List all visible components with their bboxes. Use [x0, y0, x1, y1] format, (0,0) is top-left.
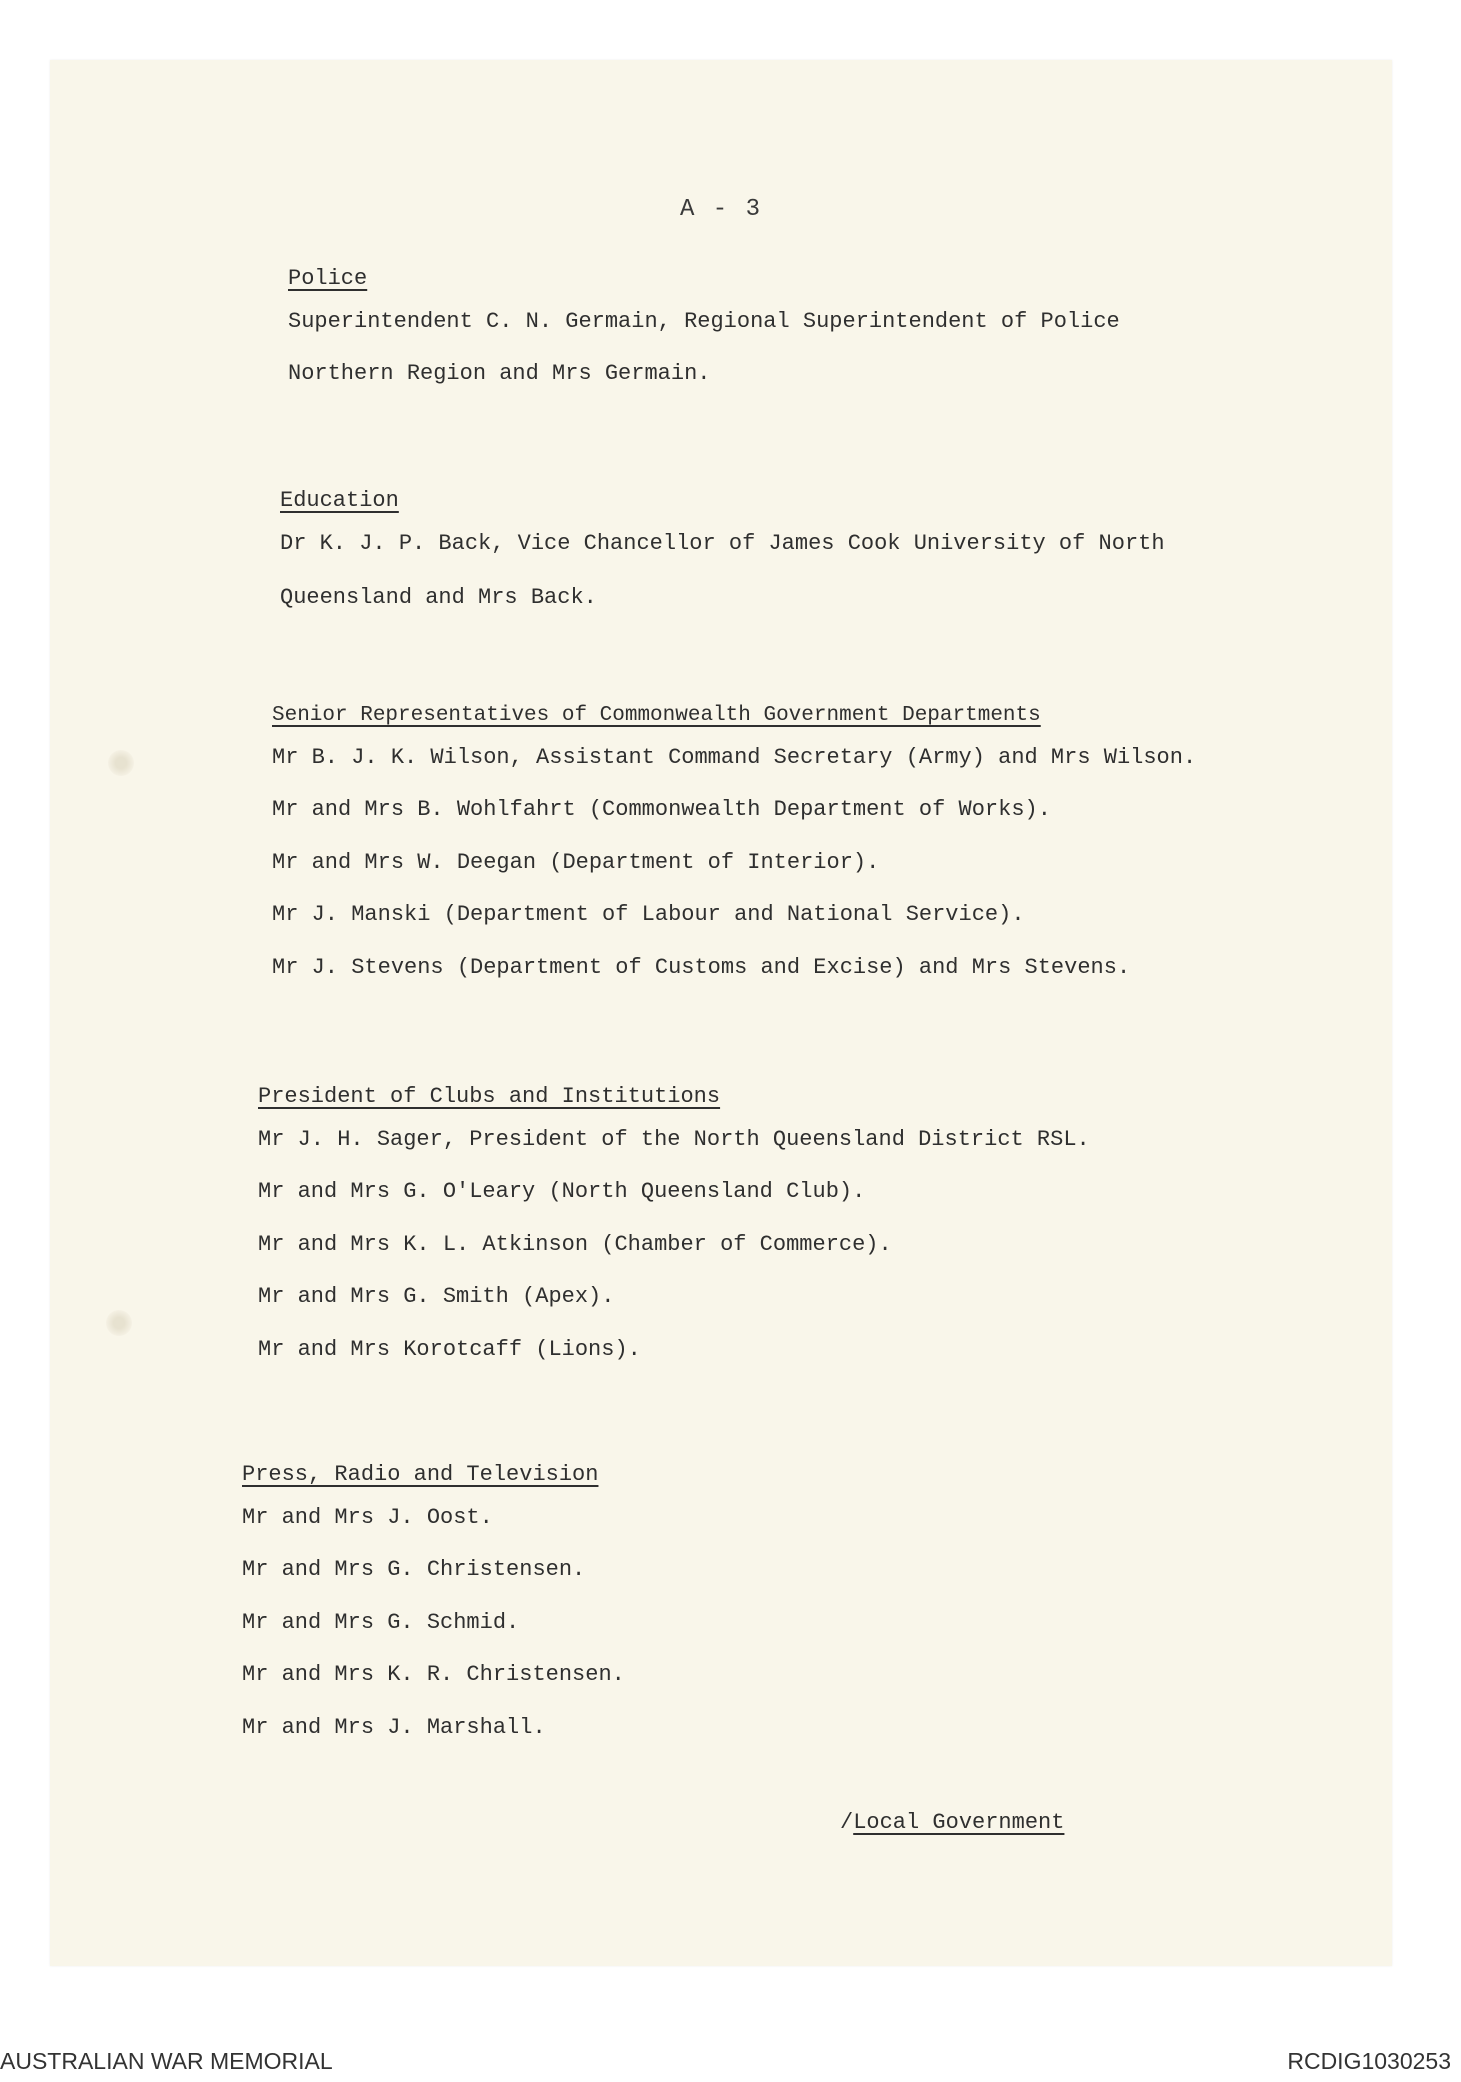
entry-line: Northern Region and Mrs Germain.: [288, 361, 711, 387]
page-number: A - 3: [680, 196, 763, 223]
entry-line: Mr and Mrs K. R. Christensen.: [242, 1662, 625, 1688]
entry-line: Mr and Mrs J. Oost.: [242, 1505, 493, 1530]
binding-tag-mark-top: [108, 750, 134, 776]
entry-line: Mr and Mrs G. Schmid.: [242, 1609, 520, 1635]
section-clubs-institutions: [258, 1084, 1090, 1363]
section-education: [280, 488, 1165, 612]
entry-line: Mr and Mrs G. O'Leary (North Queensland Club).: [258, 1179, 866, 1205]
entry-line: Mr J. H. Sager, President of the North Queensland District RSL.: [258, 1127, 1090, 1152]
entry-line: Mr and Mrs W. Deegan (Department of Interior).: [272, 849, 880, 875]
entry-line: Mr and Mrs K. L. Atkinson (Chamber of Commerce).: [258, 1231, 892, 1257]
entry-line: Queensland and Mrs Back.: [280, 585, 597, 611]
section-commonwealth-departments: [272, 704, 1196, 981]
entry-line: Mr and Mrs J. Marshall.: [242, 1714, 546, 1740]
section-police: [288, 266, 1120, 388]
entry-line: Mr and Mrs B. Wohlfahrt (Commonwealth Department of Works).: [272, 797, 1051, 823]
section-heading: Education: [280, 488, 399, 513]
entry-line: Mr and Mrs Korotcaff (Lions).: [258, 1336, 641, 1362]
catchword-next-page: [840, 1810, 1064, 1835]
entry-line: Mr J. Manski (Department of Labour and National Service).: [272, 902, 1025, 928]
binding-tag-mark-bottom: [106, 1310, 132, 1336]
catchword-text: Local Government: [853, 1810, 1065, 1835]
footer-record-id: RCDIG1030253: [1287, 2048, 1451, 2074]
entry-line: Mr B. J. K. Wilson, Assistant Command Secretary (Army) and Mrs Wilson.: [272, 745, 1197, 770]
section-heading: Police: [288, 266, 368, 291]
section-press-radio-television: [242, 1462, 625, 1741]
section-heading: President of Clubs and Institutions: [258, 1084, 721, 1109]
section-heading: Press, Radio and Television: [242, 1462, 599, 1487]
entry-line: Mr and Mrs G. Christensen.: [242, 1557, 586, 1583]
footer-institution: AUSTRALIAN WAR MEMORIAL: [0, 2048, 333, 2074]
entry-line: Superintendent C. N. Germain, Regional Superintendent of Police: [288, 309, 1120, 334]
entry-line: Mr and Mrs G. Smith (Apex).: [258, 1284, 615, 1310]
catchword-slash: /: [840, 1810, 854, 1835]
entry-line: Mr J. Stevens (Department of Customs and Excise) and Mrs Stevens.: [272, 954, 1131, 980]
section-heading: Senior Representatives of Commonwealth Government Departments: [272, 704, 1041, 727]
entry-line: Dr K. J. P. Back, Vice Chancellor of James Cook University of North: [280, 531, 1165, 556]
